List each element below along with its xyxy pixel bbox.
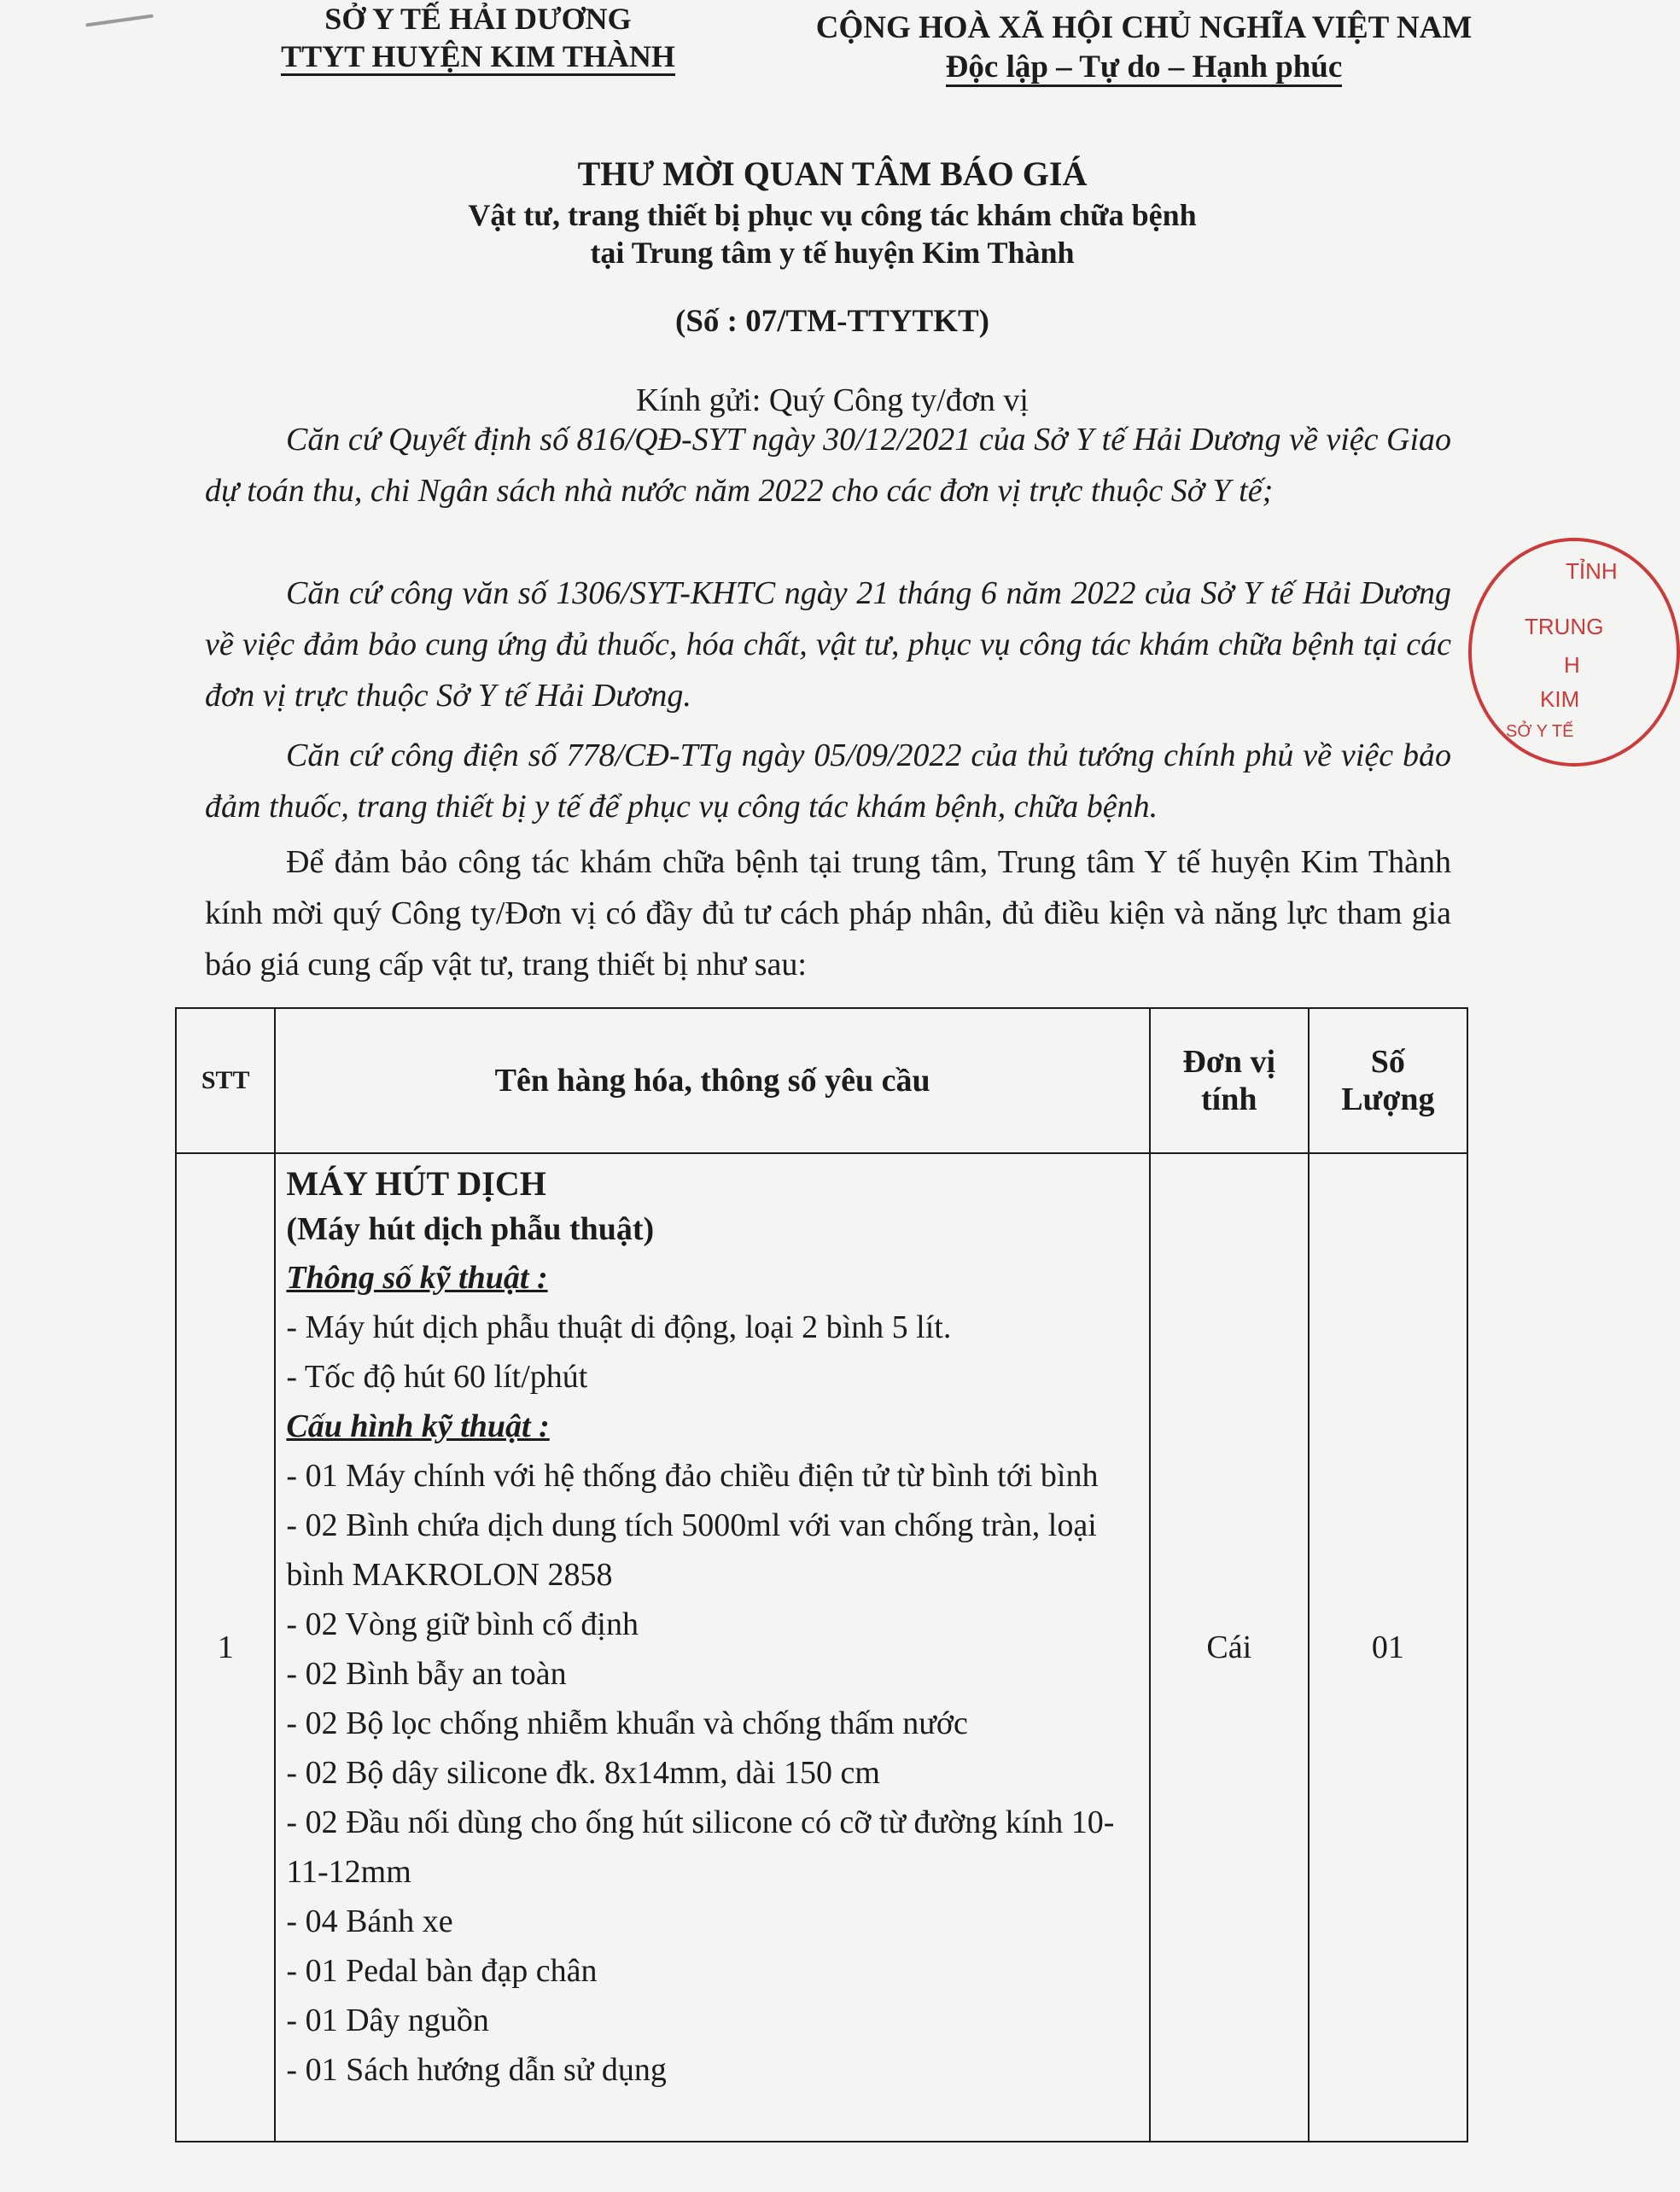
cell-unit: Cái [1150, 1153, 1309, 2142]
document-subtitle [0, 196, 1665, 271]
config-line: - 01 Pedal bàn đạp chân [286, 1953, 598, 1989]
stamp-text: SỞ Y TẾ [1506, 722, 1574, 741]
config-line: - 02 Bình chứa dịch dung tích 5000ml với van chống tràn, loại bình MAKROLON 2858 [286, 1507, 1097, 1593]
config-line: - 04 Bánh xe [286, 1903, 453, 1939]
greeting: Kính gửi: Quý Công ty/đơn vị [636, 382, 1029, 418]
document-title: THƯ MỜI QUAN TÂM BÁO GIÁ [577, 154, 1088, 193]
header-quantity [1309, 1008, 1467, 1153]
document-number: (Số : 07/TM-TTYTKT) [675, 304, 989, 339]
header-unit-line-1: Đơn vị [1182, 1044, 1276, 1080]
header-qty-line-1: Số [1370, 1044, 1405, 1080]
goods-table [175, 1007, 1468, 2142]
issuer-line-2: TTYT HUYỆN KIM THÀNH [281, 39, 675, 76]
config-line: - 01 Máy chính với hệ thống đảo chiều điện tử từ bình tới bình [286, 1458, 1099, 1494]
red-seal-stamp [1468, 538, 1680, 767]
table-header-row [176, 1008, 1467, 1153]
config-line: - 02 Đầu nối dùng cho ống hút silicone có cỡ từ đường kính 10- 11-12mm [286, 1804, 1115, 1890]
subtitle-line-2: tại Trung tâm y tế huyện Kim Thành [590, 236, 1075, 270]
subtitle-line-1: Vật tư, trang thiết bị phục vụ công tác khám chữa bệnh [468, 198, 1197, 232]
spec-heading: Thông số kỹ thuật : [286, 1260, 548, 1296]
national-line-1: CỘNG HOÀ XÃ HỘI CHỦ NGHĨA VIỆT NAM [815, 10, 1473, 45]
config-line: - 01 Sách hướng dẫn sử dụng [286, 2052, 667, 2088]
item-subtitle: (Máy hút dịch phẫu thuật) [286, 1211, 655, 1247]
paragraph-text: Căn cứ công điện số 778/CĐ-TTg ngày 05/09/2022 của thủ tướng chính phủ về việc bảo đảm thuốc, trang thiết bị y tế để phục vụ công tác khám bệnh, chữa bệnh. [205, 737, 1451, 825]
paragraph-text: Căn cứ công văn số 1306/SYT-KHTC ngày 21 tháng 6 năm 2022 của Sở Y tế Hải Dương về việc đảm bảo cung ứng đủ thuốc, hóa chất, vật tư, phục vụ công tác khám chữa bệnh tại các đơn vị trực thuộc Sở Y tế Hải Dương. [205, 575, 1451, 714]
issuer-line-1: SỞ Y TẾ HẢI DƯƠNG [324, 2, 632, 36]
config-line: - 02 Bộ lọc chống nhiễm khuẩn và chống thấm nước [286, 1705, 968, 1741]
stamp-text: TỈNH [1566, 558, 1618, 584]
paragraph-basis-2 [205, 568, 1451, 721]
header-item-name: Tên hàng hóa, thông số yêu cầu [275, 1008, 1149, 1153]
config-line: - 02 Vòng giữ bình cố định [286, 1606, 639, 1642]
cell-item-description [275, 1153, 1149, 2142]
table-row [176, 1153, 1467, 2142]
paragraph-text: Để đảm bảo công tác khám chữa bệnh tại trung tâm, Trung tâm Y tế huyện Kim Thành kính mời quý Công ty/Đơn vị có đầy đủ tư cách pháp nhân, đủ điều kiện và năng lực tham gia báo giá cung cấp vật tư, trang thiết bị như sau: [205, 844, 1451, 982]
spec-line: - Máy hút dịch phẫu thuật di động, loại 2 bình 5 lít. [286, 1309, 952, 1345]
config-line: - 02 Bình bẫy an toàn [286, 1656, 567, 1692]
stamp-text: H [1564, 652, 1580, 678]
paragraph-basis-3 [205, 730, 1451, 832]
issuer-header [256, 0, 700, 75]
paragraph-invitation [205, 837, 1451, 990]
paragraph-basis-1 [205, 414, 1451, 516]
motto: Độc lập – Tự do – Hạnh phúc [946, 50, 1343, 87]
header-unit-line-2: tính [1201, 1081, 1257, 1117]
paragraph-text: Căn cứ Quyết định số 816/QĐ-SYT ngày 30/12/2021 của Sở Y tế Hải Dương về việc Giao dự toán thu, chi Ngân sách nhà nước năm 2022 cho các đơn vị trực thuộc Sở Y tế; [205, 422, 1451, 509]
pen-mark [85, 14, 154, 26]
header-qty-line-2: Lượng [1341, 1081, 1435, 1117]
stamp-text: KIM [1540, 686, 1580, 712]
cell-quantity: 01 [1309, 1153, 1467, 2142]
national-header [785, 9, 1502, 87]
header-stt: STT [176, 1008, 275, 1153]
config-line: - 01 Dây nguồn [286, 2003, 489, 2038]
header-unit [1150, 1008, 1309, 1153]
stamp-text: TRUNG [1525, 614, 1604, 639]
cell-stt: 1 [176, 1153, 275, 2142]
spec-line: - Tốc độ hút 60 lít/phút [286, 1359, 588, 1395]
item-title: MÁY HÚT DỊCH [286, 1164, 546, 1203]
config-heading: Cấu hình kỹ thuật : [286, 1408, 550, 1444]
config-line: - 02 Bộ dây silicone đk. 8x14mm, dài 150 cm [286, 1755, 880, 1791]
